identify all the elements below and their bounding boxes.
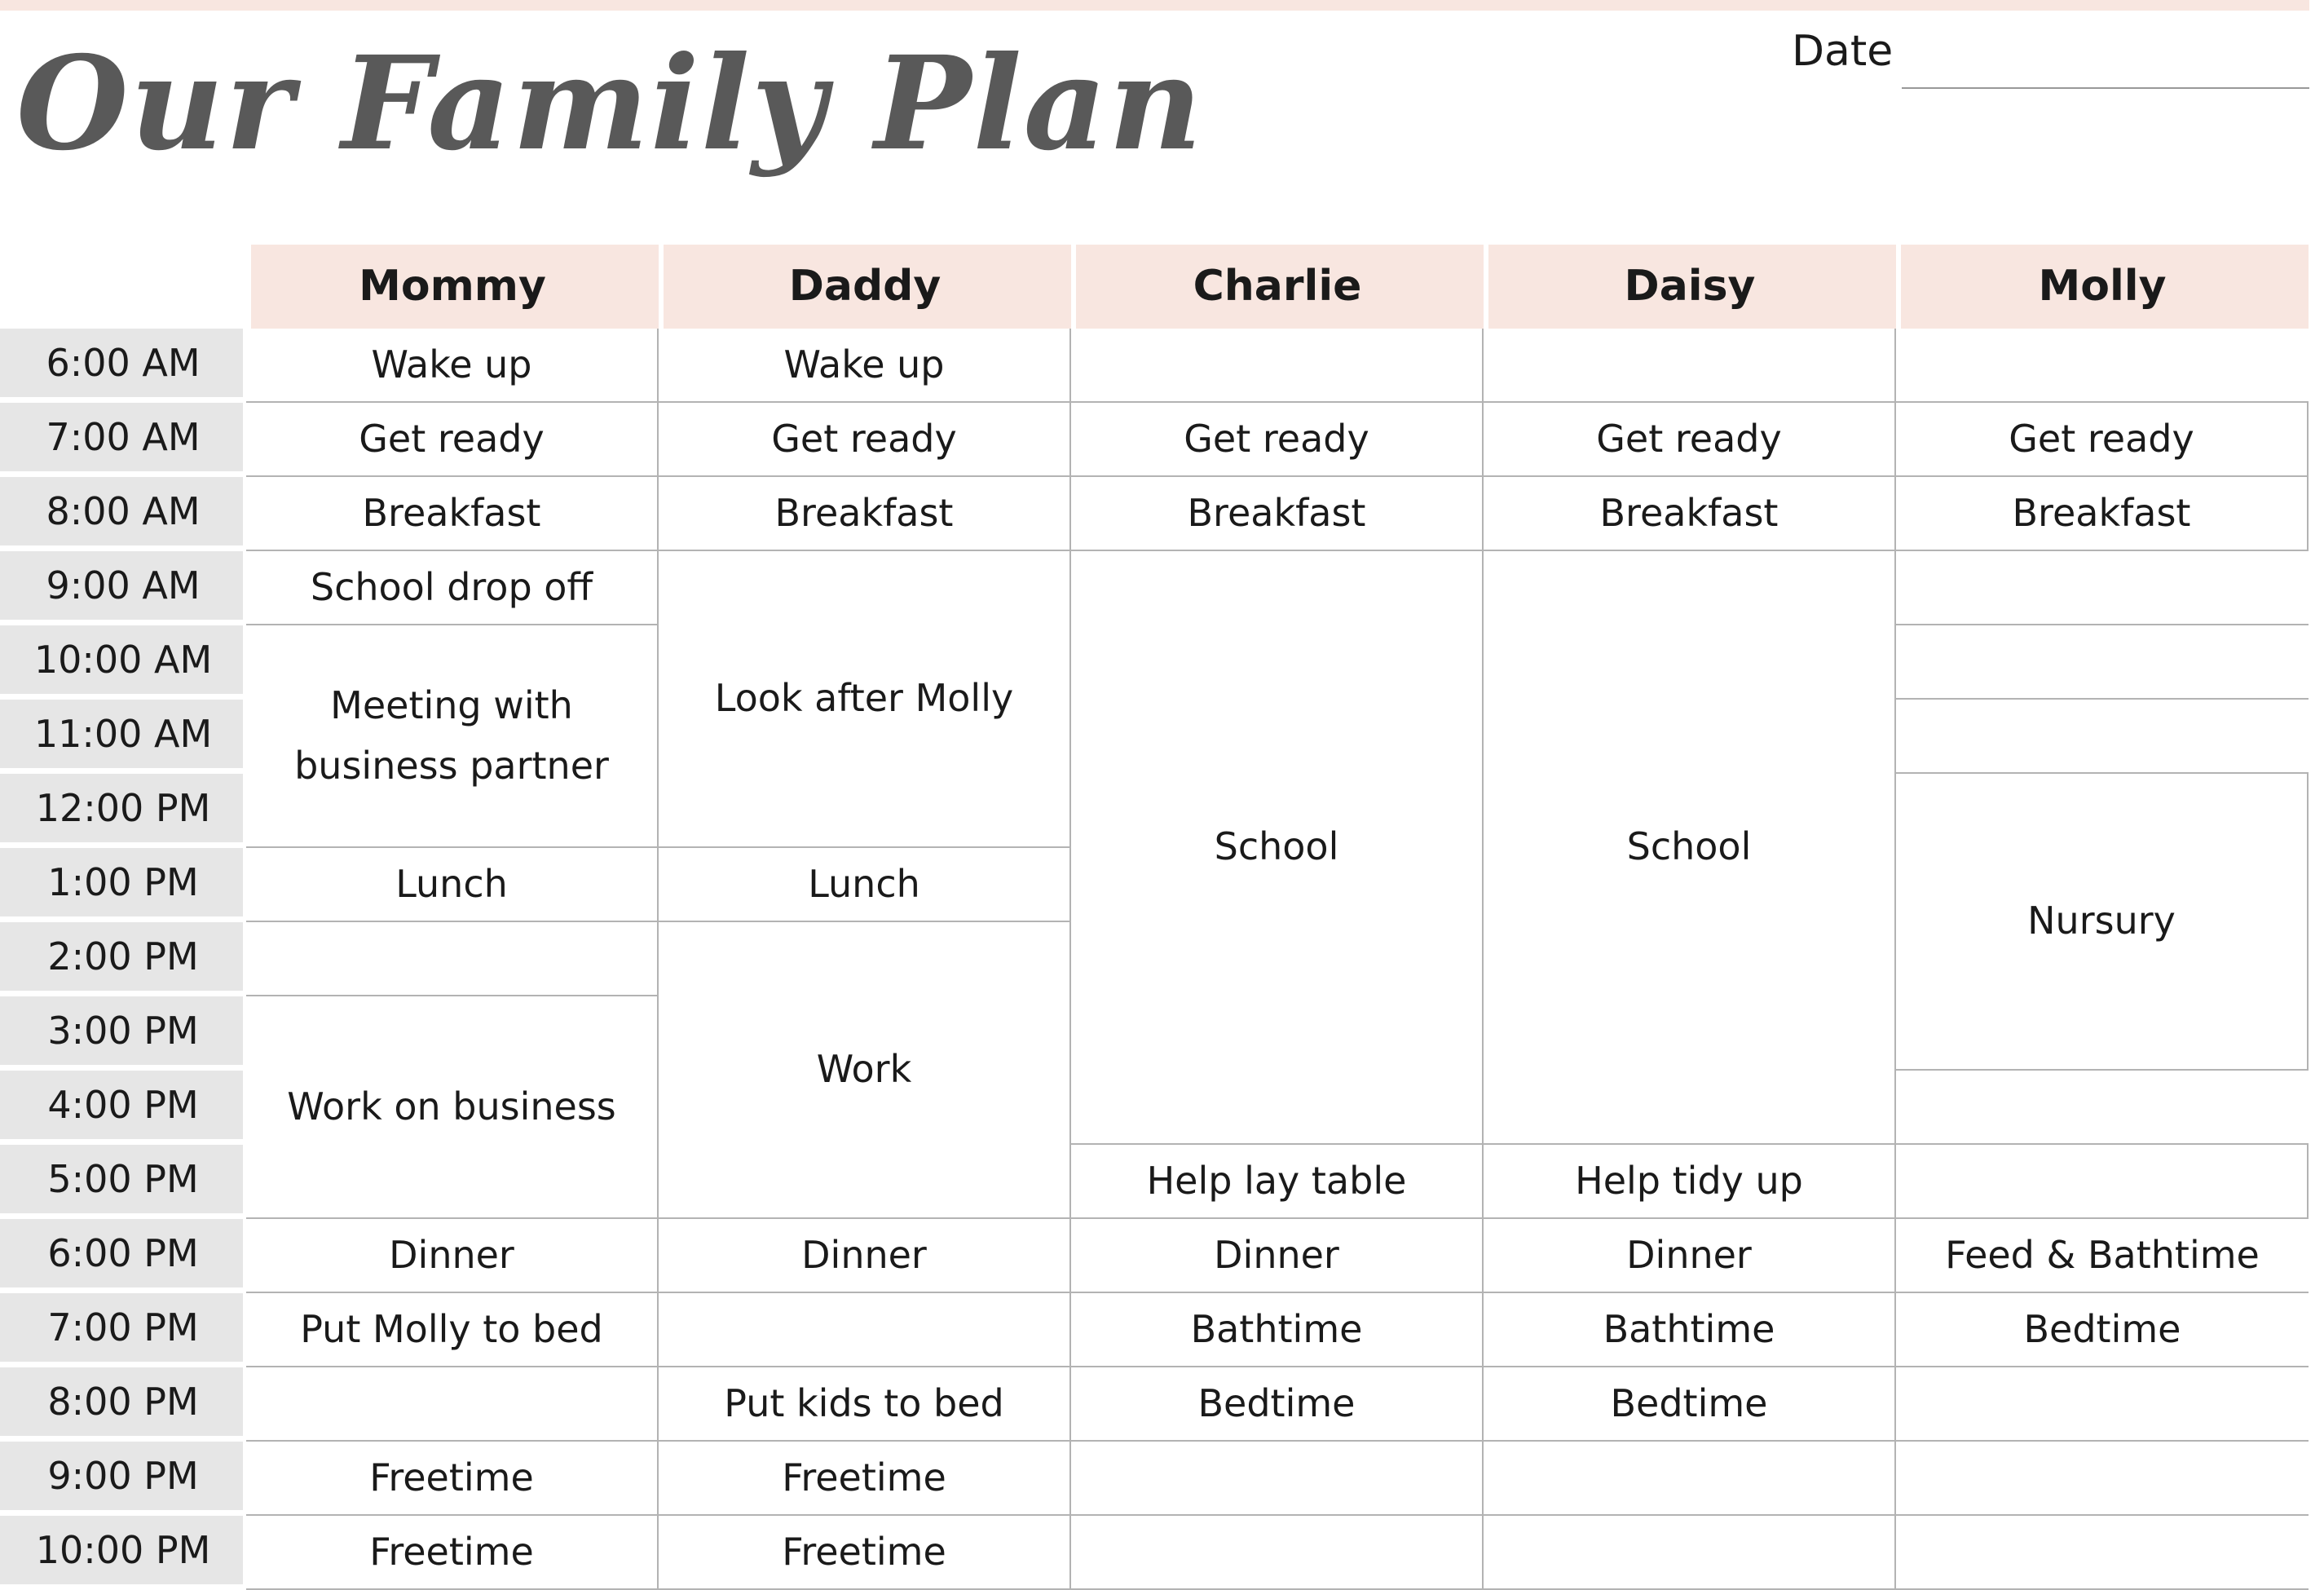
schedule-cell-daisy[interactable]: Help tidy up bbox=[1484, 1145, 1896, 1219]
column-header-daddy: Daddy bbox=[659, 245, 1071, 329]
schedule-cell-molly-empty[interactable] bbox=[1896, 1071, 2309, 1145]
schedule-cell-charlie[interactable]: School bbox=[1071, 551, 1484, 1145]
column-header-daisy: Daisy bbox=[1484, 245, 1896, 329]
schedule-cell-daisy[interactable]: Breakfast bbox=[1484, 477, 1896, 551]
schedule-cell-charlie-empty[interactable] bbox=[1071, 329, 1484, 403]
date-field[interactable] bbox=[1902, 87, 2309, 89]
schedule-cell-molly[interactable]: Breakfast bbox=[1896, 477, 2309, 551]
schedule-cell-daddy[interactable]: Freetime bbox=[659, 1516, 1071, 1590]
schedule-cell-charlie[interactable]: Bedtime bbox=[1071, 1367, 1484, 1442]
schedule-cell-mommy[interactable]: Breakfast bbox=[246, 477, 659, 551]
schedule-cell-mommy[interactable]: School drop off bbox=[246, 551, 659, 625]
schedule-cell-daisy-empty[interactable] bbox=[1484, 1442, 1896, 1516]
schedule-cell-mommy[interactable]: Wake up bbox=[246, 329, 659, 403]
column-header-charlie: Charlie bbox=[1071, 245, 1484, 329]
column-header-molly: Molly bbox=[1896, 245, 2309, 329]
schedule-cell-daisy[interactable]: Bathtime bbox=[1484, 1293, 1896, 1367]
schedule-cell-mommy-empty[interactable] bbox=[246, 1367, 659, 1442]
schedule-cell-daddy[interactable]: Breakfast bbox=[659, 477, 1071, 551]
family-planner-grid bbox=[0, 245, 2309, 1590]
schedule-cell-daddy[interactable]: Wake up bbox=[659, 329, 1071, 403]
schedule-cell-daddy[interactable]: Look after Molly bbox=[659, 551, 1071, 848]
time-label: 1:00 PM bbox=[0, 848, 246, 922]
schedule-cell-molly-empty[interactable] bbox=[1896, 329, 2309, 403]
page-title: Our Family Plan bbox=[16, 29, 1204, 179]
schedule-cell-mommy-empty[interactable] bbox=[246, 922, 659, 996]
schedule-cell-molly-empty[interactable] bbox=[1896, 1516, 2309, 1590]
corner-cell bbox=[0, 245, 246, 329]
schedule-cell-mommy[interactable]: Put Molly to bed bbox=[246, 1293, 659, 1367]
schedule-cell-molly-empty[interactable] bbox=[1896, 551, 2309, 625]
schedule-cell-daddy[interactable]: Freetime bbox=[659, 1442, 1071, 1516]
schedule-cell-charlie[interactable]: Help lay table bbox=[1071, 1145, 1484, 1219]
schedule-cell-molly-empty[interactable] bbox=[1896, 700, 2309, 774]
schedule-cell-charlie[interactable]: Get ready bbox=[1071, 403, 1484, 477]
schedule-cell-daisy[interactable]: Dinner bbox=[1484, 1219, 1896, 1293]
schedule-cell-daddy[interactable]: Lunch bbox=[659, 848, 1071, 922]
time-label: 4:00 PM bbox=[0, 1071, 246, 1145]
time-label: 12:00 PM bbox=[0, 774, 246, 848]
schedule-cell-daisy[interactable]: Get ready bbox=[1484, 403, 1896, 477]
schedule-cell-molly[interactable]: Get ready bbox=[1896, 403, 2309, 477]
schedule-cell-charlie[interactable]: Breakfast bbox=[1071, 477, 1484, 551]
schedule-cell-molly-empty[interactable] bbox=[1896, 1145, 2309, 1219]
time-label: 7:00 PM bbox=[0, 1293, 246, 1367]
time-label: 5:00 PM bbox=[0, 1145, 246, 1219]
schedule-cell-daddy-empty[interactable] bbox=[659, 1293, 1071, 1367]
time-label: 10:00 PM bbox=[0, 1516, 246, 1590]
schedule-cell-molly[interactable]: Feed & Bathtime bbox=[1896, 1219, 2309, 1293]
schedule-cell-daisy-empty[interactable] bbox=[1484, 1516, 1896, 1590]
schedule-cell-charlie-empty[interactable] bbox=[1071, 1442, 1484, 1516]
schedule-cell-charlie-empty[interactable] bbox=[1071, 1516, 1484, 1590]
schedule-cell-mommy[interactable]: Freetime bbox=[246, 1442, 659, 1516]
schedule-cell-mommy[interactable]: Freetime bbox=[246, 1516, 659, 1590]
schedule-cell-daisy[interactable]: Bedtime bbox=[1484, 1367, 1896, 1442]
time-label: 6:00 PM bbox=[0, 1219, 246, 1293]
time-label: 8:00 AM bbox=[0, 477, 246, 551]
schedule-cell-charlie[interactable]: Bathtime bbox=[1071, 1293, 1484, 1367]
date-label: Date bbox=[1792, 27, 1894, 76]
schedule-cell-daddy[interactable]: Put kids to bed bbox=[659, 1367, 1071, 1442]
schedule-cell-mommy[interactable]: Lunch bbox=[246, 848, 659, 922]
schedule-cell-molly[interactable]: Nursury bbox=[1896, 774, 2309, 1071]
schedule-cell-mommy[interactable]: Get ready bbox=[246, 403, 659, 477]
time-label: 3:00 PM bbox=[0, 996, 246, 1071]
schedule-cell-daisy-empty[interactable] bbox=[1484, 329, 1896, 403]
time-label: 9:00 AM bbox=[0, 551, 246, 625]
schedule-cell-charlie[interactable]: Dinner bbox=[1071, 1219, 1484, 1293]
time-label: 9:00 PM bbox=[0, 1442, 246, 1516]
schedule-cell-molly-empty[interactable] bbox=[1896, 1442, 2309, 1516]
time-label: 2:00 PM bbox=[0, 922, 246, 996]
time-label: 11:00 AM bbox=[0, 700, 246, 774]
schedule-cell-mommy[interactable]: Meeting with business partner bbox=[246, 625, 659, 848]
schedule-cell-daddy[interactable]: Get ready bbox=[659, 403, 1071, 477]
schedule-cell-daddy[interactable]: Dinner bbox=[659, 1219, 1071, 1293]
time-label: 10:00 AM bbox=[0, 625, 246, 700]
schedule-cell-molly[interactable]: Bedtime bbox=[1896, 1293, 2309, 1367]
schedule-cell-daisy[interactable]: School bbox=[1484, 551, 1896, 1145]
schedule-cell-daddy[interactable]: Work bbox=[659, 922, 1071, 1219]
column-header-mommy: Mommy bbox=[246, 245, 659, 329]
schedule-cell-mommy[interactable]: Work on business bbox=[246, 996, 659, 1219]
schedule-cell-molly-empty[interactable] bbox=[1896, 1367, 2309, 1442]
time-label: 6:00 AM bbox=[0, 329, 246, 403]
time-label: 7:00 AM bbox=[0, 403, 246, 477]
time-label: 8:00 PM bbox=[0, 1367, 246, 1442]
schedule-cell-molly-empty[interactable] bbox=[1896, 625, 2309, 700]
top-band bbox=[0, 0, 2309, 11]
schedule-cell-mommy[interactable]: Dinner bbox=[246, 1219, 659, 1293]
